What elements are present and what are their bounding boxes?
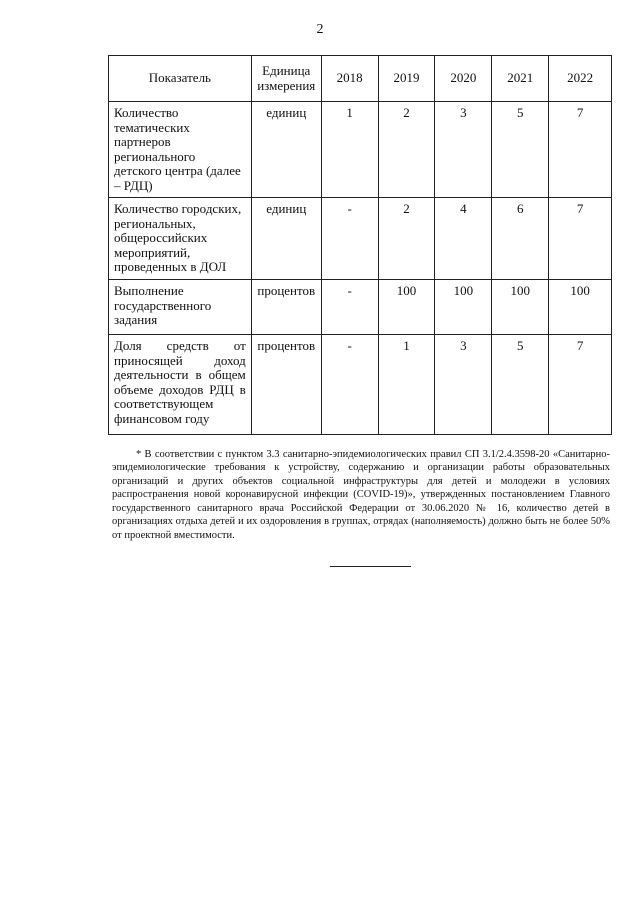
table-row xyxy=(109,280,612,335)
value-cell: 100 xyxy=(549,280,612,335)
value-cell: 5 xyxy=(492,335,549,435)
header-year-2022: 2022 xyxy=(549,56,612,102)
header-unit: Единица измерения xyxy=(251,56,321,102)
value-cell: 7 xyxy=(549,198,612,280)
page-number: 2 xyxy=(316,22,324,37)
indicator-cell: Выполнение государственного задания xyxy=(109,280,252,335)
value-cell: 3 xyxy=(435,102,492,198)
table-row xyxy=(109,335,612,435)
unit-cell: процентов xyxy=(251,280,321,335)
indicators-table xyxy=(108,55,612,435)
header-indicator: Показатель xyxy=(109,56,252,102)
value-cell: 100 xyxy=(492,280,549,335)
header-year-2018: 2018 xyxy=(321,56,378,102)
header-year-2021: 2021 xyxy=(492,56,549,102)
value-cell: - xyxy=(321,198,378,280)
value-cell: 7 xyxy=(549,102,612,198)
value-cell: 2 xyxy=(378,102,435,198)
value-cell: 7 xyxy=(549,335,612,435)
value-cell: 100 xyxy=(435,280,492,335)
unit-cell: единиц xyxy=(251,102,321,198)
value-cell: 100 xyxy=(378,280,435,335)
footnote: * В соответствии с пунктом 3.3 санитарно-эпидемиологических правил СП 3.1/2.4.3598-20 «Санитарно-эпидемиологические требования к устройству, содержанию и организации работы образовательных организаций и других объектов социальной инфраструктуры для детей и молодежи в условиях распространения новой коронавирусной инфекции (COVID-19)», утвержденных постановлением Главного государственного санитарного врача Российской Федерации от 30.06.2020 № 16, количество детей в организациях отдыха детей и их оздоровления в группах, отрядах (наполняемость) должно быть не более 50% от проектной вместимости. xyxy=(112,449,610,541)
value-cell: 1 xyxy=(321,102,378,198)
value-cell: 2 xyxy=(378,198,435,280)
value-cell: 6 xyxy=(492,198,549,280)
value-cell: - xyxy=(321,335,378,435)
header-year-2019: 2019 xyxy=(378,56,435,102)
value-cell: 1 xyxy=(378,335,435,435)
table-header-row xyxy=(109,56,612,102)
indicator-cell: Количество городских, региональных, общероссийских мероприятий, проведенных в ДОЛ xyxy=(109,198,252,280)
unit-cell: процентов xyxy=(251,335,321,435)
header-year-2020: 2020 xyxy=(435,56,492,102)
table-row xyxy=(109,198,612,280)
unit-cell: единиц xyxy=(251,198,321,280)
value-cell: 4 xyxy=(435,198,492,280)
value-cell: 5 xyxy=(492,102,549,198)
value-cell: - xyxy=(321,280,378,335)
indicator-cell: Количество тематических партнеров регионального детского центра (далее – РДЦ) xyxy=(109,102,252,198)
indicator-cell: Доля средств от приносящей доход деятельности в общем объеме доходов РДЦ в соответствующем финансовом году xyxy=(109,335,252,435)
table-row xyxy=(109,102,612,198)
value-cell: 3 xyxy=(435,335,492,435)
end-rule xyxy=(330,566,411,567)
